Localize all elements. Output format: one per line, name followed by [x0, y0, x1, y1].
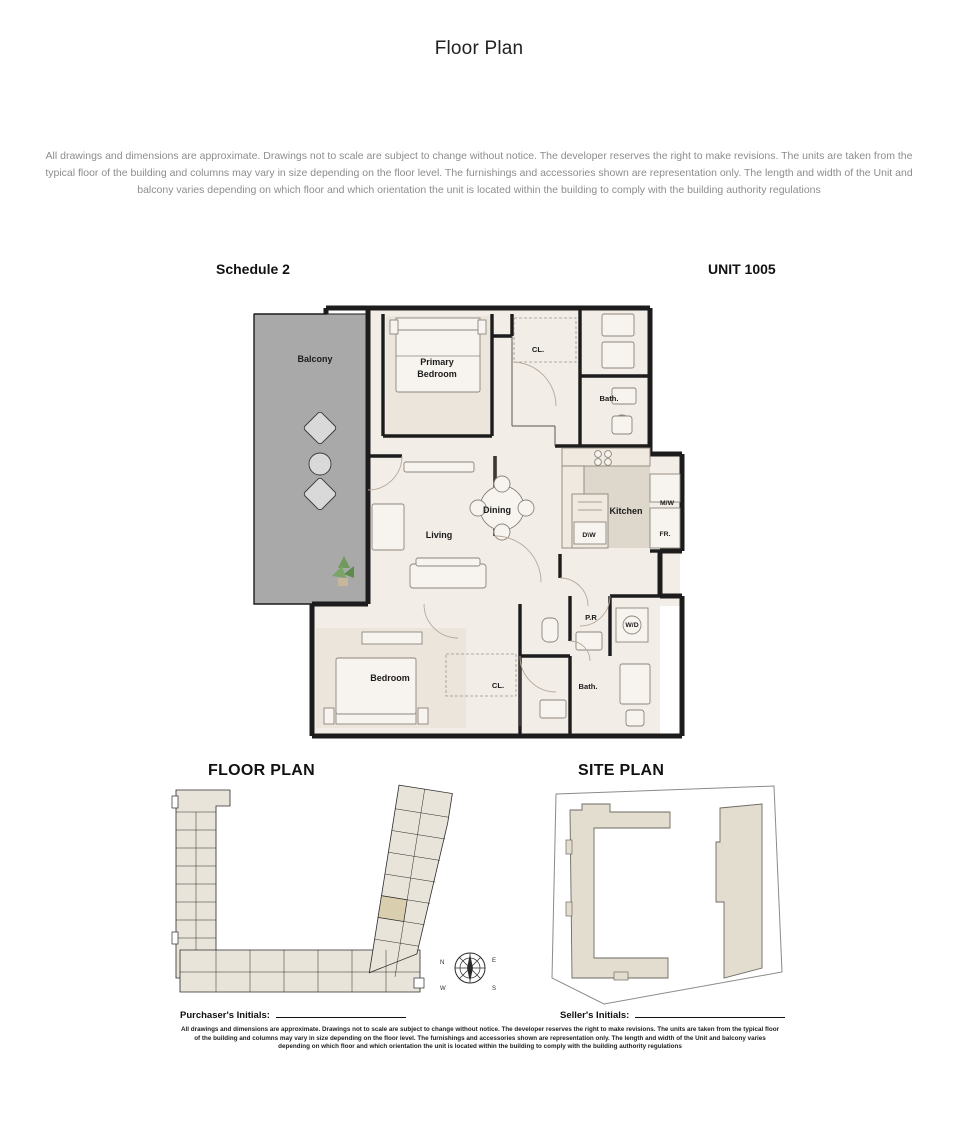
- purchaser-initials-line[interactable]: [276, 1008, 406, 1018]
- compass-label-east: E: [492, 958, 497, 964]
- unit-floor-plan-drawing: [250, 296, 690, 744]
- room-label-bath-2: Bath.: [578, 682, 598, 691]
- site-plan-section-heading: SITE PLAN: [578, 762, 665, 779]
- compass-label-south: S: [492, 986, 497, 992]
- room-label-primary-bedroom-1: Primary: [420, 357, 454, 367]
- floor-plan-section-heading: FLOOR PLAN: [208, 762, 315, 779]
- disclaimer-bottom-text: All drawings and dimensions are approximate. Drawings not to scale are subject to change without notice. The developer reserves the right to make revisions. The units are taken from the typical floor of the building and columns may vary in size depending on the floor level. The furnishings and accessories shown are representation only. The length and width of the Unit and balcony varies depending on which floor and which orientation the unit is located within the building to comply with the building authority regulations: [180, 1026, 779, 1051]
- room-label-closet-1: CL.: [531, 345, 545, 354]
- site-plan-drawing: [548, 782, 788, 1010]
- unit-number-label: UNIT 1005: [708, 261, 776, 277]
- room-label-living: Living: [425, 530, 453, 540]
- purchaser-initials-field[interactable]: [180, 1008, 406, 1021]
- room-label-closet-2: CL.: [491, 681, 505, 690]
- room-label-bedroom: Bedroom: [370, 673, 410, 683]
- room-label-primary-bedroom-2: Bedroom: [417, 369, 457, 379]
- room-label-kitchen: Kitchen: [609, 506, 643, 516]
- seller-initials-label: Seller's Initials:: [560, 1010, 630, 1021]
- appliance-label-dishwasher: D\W: [582, 532, 596, 539]
- compass-rose: [432, 928, 502, 998]
- room-label-powder-room: P.R: [585, 613, 597, 622]
- seller-initials-line[interactable]: [635, 1008, 785, 1018]
- appliance-label-washer-dryer: W/D: [625, 622, 639, 629]
- purchaser-initials-label: Purchaser's Initials:: [180, 1010, 270, 1021]
- disclaimer-top-text: All drawings and dimensions are approximate. Drawings not to scale are subject to change without notice. The developer reserves the right to make revisions. The units are taken from the typical floor of the building and columns may vary in size depending on the floor level. The furnishings and accessories shown are representation only. The length and width of the Unit and balcony varies depending on which floor and which orientation the unit is located within the building to comply with the building authority regulations: [45, 150, 913, 196]
- page-title: Floor Plan: [434, 38, 524, 59]
- schedule-label: Schedule 2: [216, 261, 290, 277]
- appliance-label-fridge: FR.: [659, 531, 671, 538]
- seller-initials-field[interactable]: [560, 1008, 785, 1021]
- room-label-balcony: Balcony: [297, 354, 333, 364]
- compass-label-west: W: [440, 986, 446, 992]
- appliance-label-microwave: M/W: [660, 500, 674, 507]
- compass-label-north: N: [440, 960, 445, 966]
- room-label-dining: Dining: [483, 505, 511, 515]
- room-label-bath-1: Bath.: [599, 394, 619, 403]
